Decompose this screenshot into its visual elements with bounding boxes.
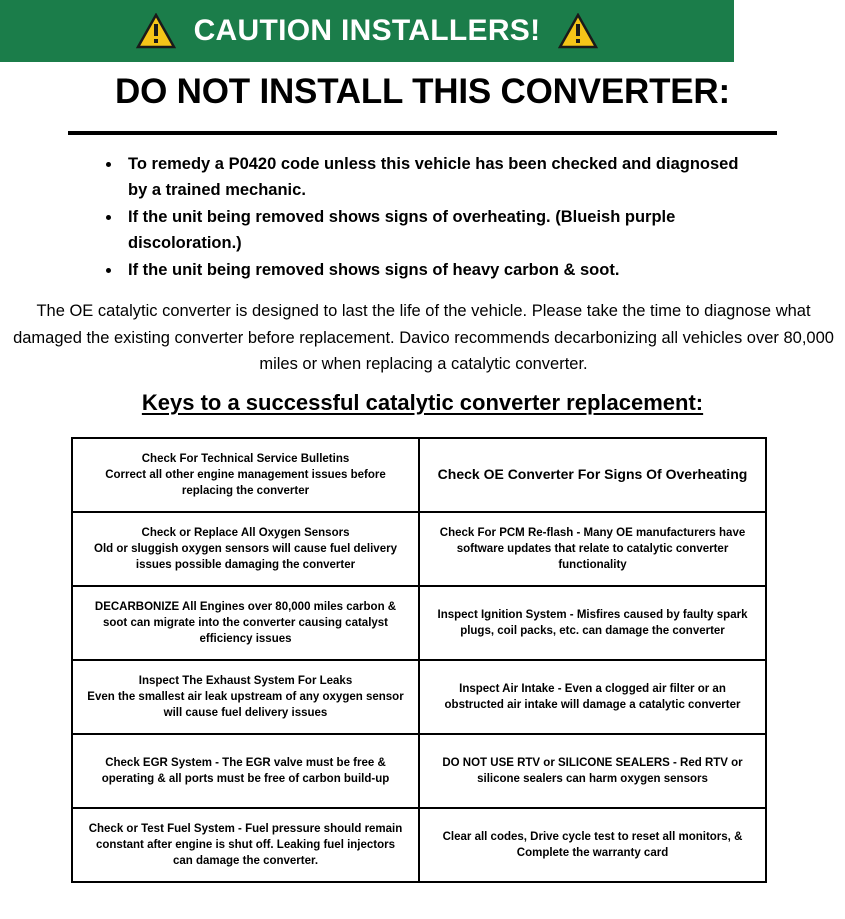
table-row <box>72 808 766 882</box>
divider <box>68 131 777 135</box>
table-row <box>72 734 766 808</box>
caution-banner-title: CAUTION INSTALLERS! <box>193 14 541 47</box>
page-title: DO NOT INSTALL THIS CONVERTER: <box>115 72 730 111</box>
keys-table <box>71 437 767 883</box>
table-cell-right: Check OE Converter For Signs Of Overheating <box>419 438 766 512</box>
warning-triangle-icon <box>558 13 598 49</box>
table-row <box>72 512 766 586</box>
table-cell-right: DO NOT USE RTV or SILICONE SEALERS - Red RTV or silicone sealers can harm oxygen sensors <box>419 734 766 808</box>
keys-table-wrapper <box>71 437 765 883</box>
warning-triangle-icon <box>136 13 176 49</box>
do-not-install-list <box>96 152 756 286</box>
table-cell-left: Check or Test Fuel System - Fuel pressure should remain constant after engine is shut off. Leaking fuel injectors can damage the converter. <box>72 808 419 882</box>
table-cell-left: Check or Replace All Oxygen Sensors Old or sluggish oxygen sensors will cause fuel delivery issues possible damaging the converter <box>72 512 419 586</box>
table-row <box>72 586 766 660</box>
keys-section-heading: Keys to a successful catalytic converter replacement: <box>141 390 704 415</box>
list-item: • If the unit being removed shows signs of overheating. (Blueish purple discoloration.) <box>122 205 756 256</box>
table-cell-right: Inspect Air Intake - Even a clogged air filter or an obstructed air intake will damage a catalytic converter <box>419 660 766 734</box>
body-paragraph: The OE catalytic converter is designed to last the life of the vehicle. Please take the time to diagnose what damaged the existing converter before replacement. Davico recommends decarbonizing all vehicles over 80,000 miles or when replacing a catalytic converter. <box>13 302 834 374</box>
table-cell-right: Clear all codes, Drive cycle test to reset all monitors, & Complete the warranty card <box>419 808 766 882</box>
list-item: • To remedy a P0420 code unless this vehicle has been checked and diagnosed by a trained mechanic. <box>122 152 756 203</box>
list-item: • If the unit being removed shows signs of heavy carbon & soot. <box>122 258 756 284</box>
table-cell-right: Check For PCM Re-flash - Many OE manufacturers have software updates that relate to catalytic converter functionality <box>419 512 766 586</box>
table-cell-left: Check For Technical Service Bulletins Correct all other engine management issues before replacing the converter <box>72 438 419 512</box>
table-cell-right: Inspect Ignition System - Misfires caused by faulty spark plugs, coil packs, etc. can damage the converter <box>419 586 766 660</box>
table-cell-left: Check EGR System - The EGR valve must be free & operating & all ports must be free of carbon build-up <box>72 734 419 808</box>
table-cell-left: DECARBONIZE All Engines over 80,000 miles carbon & soot can migrate into the converter causing catalyst efficiency issues <box>72 586 419 660</box>
table-row <box>72 438 766 512</box>
caution-banner <box>0 0 734 62</box>
table-row <box>72 660 766 734</box>
table-cell-left: Inspect The Exhaust System For Leaks Even the smallest air leak upstream of any oxygen sensor will cause fuel delivery issues <box>72 660 419 734</box>
